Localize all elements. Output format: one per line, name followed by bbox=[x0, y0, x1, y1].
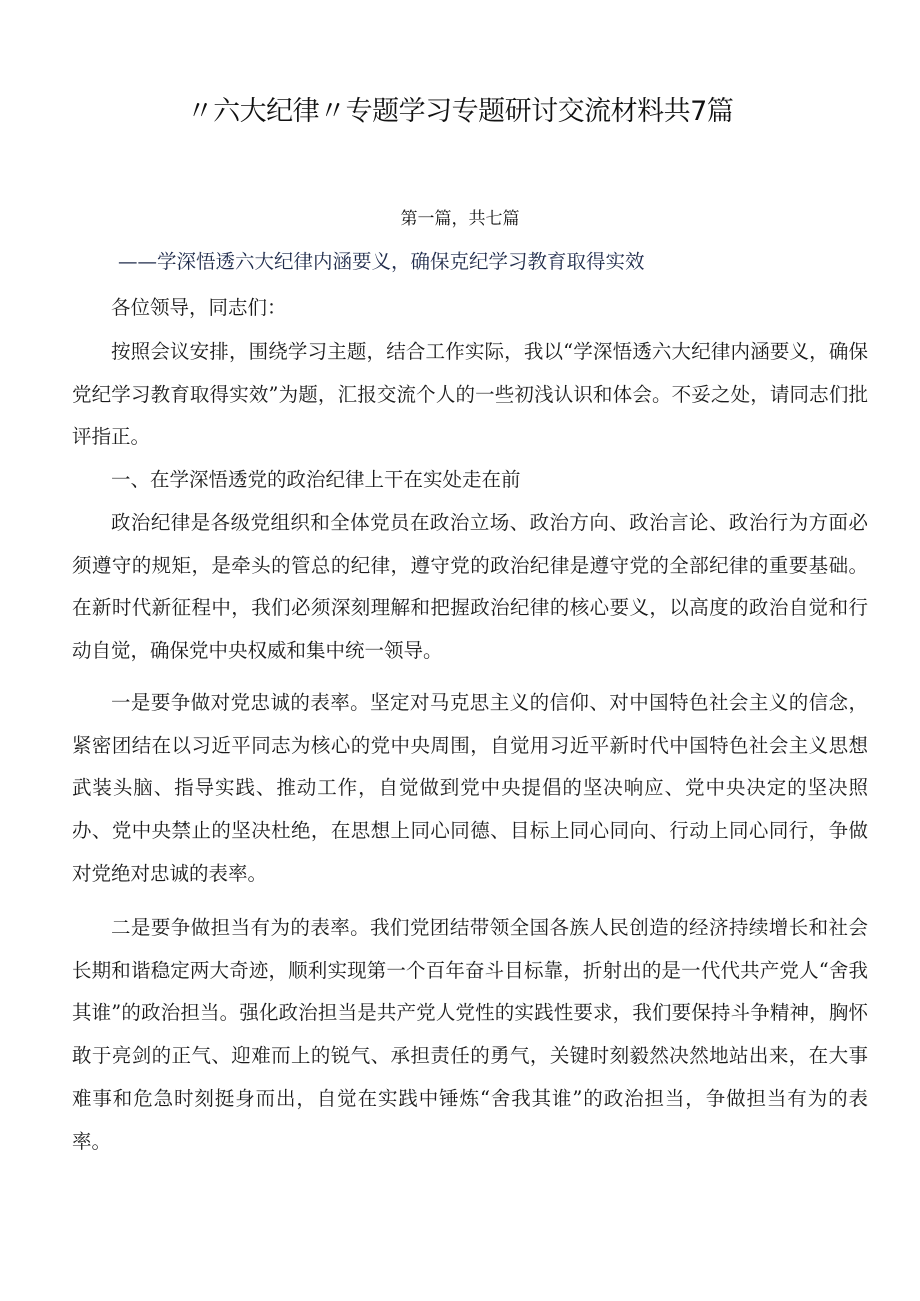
political-discipline-paragraph: 政治纪律是各级党组织和全体党员在政治立场、政治方向、政治言论、政治行为方面必须遵守的规矩，是牵头的管总的纪律，遵守党的政治纪律是遵守党的全部纪律的重要基础。在新时代新征程中，我们必须深刻理解和把握政治纪律的核心要义，以高度的政治自觉和行动自觉，确保党中央权威和集中统一领导。 bbox=[72, 511, 868, 663]
chapter-subtitle: ——学深悟透六大纪律内涵要义，确保克纪学习教育取得实效 bbox=[118, 250, 645, 273]
loyalty-paragraph: 一是要争做对党忠诚的表率。坚定对马克思主义的信仰、对中国特色社会主义的信念，紧密团结在以习近平同志为核心的党中央周围，自觉用习近平新时代中国特色社会主义思想武装头脑、指导实践、推动工作，自觉做到党中央提倡的坚决响应、党中央决定的坚决照办、党中央禁止的坚决杜绝，在思想上同心同德、目标上同心同向、行动上同心同行，争做对党绝对忠诚的表率。 bbox=[72, 691, 868, 885]
responsibility-block bbox=[72, 907, 868, 1163]
loyalty-block bbox=[72, 682, 868, 896]
intro-paragraph: 按照会议安排，围绕学习主题，结合工作实际，我以“学深悟透六大纪律内涵要义，确保党纪学习教育取得实效”为题，汇报交流个人的一些初浅认识和体会。不妥之处，请同志们批评指正。 bbox=[72, 340, 868, 449]
section-heading: 一、在学深悟透党的政治纪律上干在实处走在前 bbox=[111, 468, 521, 491]
intro-block bbox=[72, 331, 868, 459]
greeting-block bbox=[72, 287, 868, 330]
political-discipline-block bbox=[72, 502, 868, 673]
responsibility-paragraph: 二是要争做担当有为的表率。我们党团结带领全国各族人民创造的经济持续增长和社会长期和谐稳定两大奇迹，顺利实现第一个百年奋斗目标靠，折射出的是一代代共产党人“舍我其谁”的政治担当。强化政治担当是共产党人党性的实践性要求，我们要保持斗争精神，胸怀敢于亮剑的正气、迎难而上的锐气、承担责任的勇气，关键时刻毅然决然地站出来，在大事难事和危急时刻挺身而出，自觉在实践中锤炼“舍我其谁”的政治担当，争做担当有为的表率。 bbox=[72, 916, 868, 1153]
document-title: 〃六大纪律〃专题学习专题研讨交流材料共7篇 bbox=[186, 96, 734, 127]
chapter-heading: 第一篇，共七篇 bbox=[400, 209, 520, 229]
greeting: 各位领导，同志们： bbox=[111, 296, 287, 319]
section-heading-block bbox=[72, 459, 868, 502]
